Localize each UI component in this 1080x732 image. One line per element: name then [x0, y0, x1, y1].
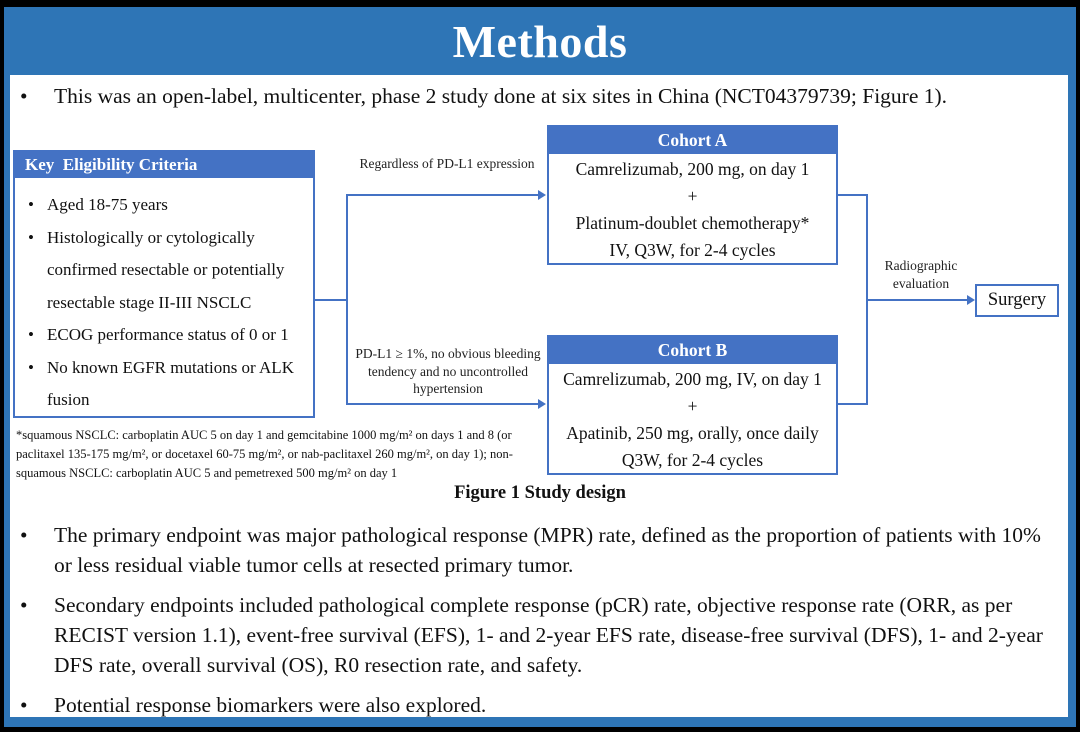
title-bar	[4, 7, 1076, 75]
cohort-b-body	[549, 364, 836, 474]
connector-to-cohort-b	[346, 403, 538, 405]
connector-branch-vertical-left	[346, 194, 348, 405]
bullet-marker-icon	[20, 690, 54, 720]
surgery-label: Surgery	[987, 290, 1047, 310]
page-title: Methods	[452, 15, 628, 67]
radiographic-evaluation-label: Radiographic evaluation	[884, 258, 958, 291]
arrowhead-right-icon	[538, 190, 546, 200]
connector-eligibility-to-branch	[315, 299, 348, 301]
bullet-marker-icon	[20, 520, 54, 580]
figure-caption: Figure 1 Study design	[454, 483, 626, 503]
eligibility-item: • ECOG performance status of 0 or 1	[15, 319, 313, 352]
eligibility-item: • Aged 18-75 years	[15, 189, 313, 222]
bullet-marker-icon	[20, 590, 54, 680]
secondary-endpoints-text: Secondary endpoints included pathological complete response (pCR) rate, objective response rate (ORR, as per RECIST version 1.1), event-free survival (EFS), 1- and 2-year EFS rate, disease-free survival (DFS), 1- and 2-year DFS rate, overall survival (OS), R0 resection rate, and safety.	[54, 593, 1043, 677]
bullet-marker-icon	[20, 81, 54, 111]
biomarkers-bullet	[20, 690, 1058, 720]
cohort-a-box	[547, 125, 838, 265]
cohort-a-line: IV, Q3W, for 2-4 cycles	[609, 240, 776, 260]
eligibility-header: Key Eligibility Criteria	[15, 152, 313, 178]
connector-to-surgery	[866, 299, 967, 301]
arrowhead-right-icon	[967, 295, 975, 305]
cohort-b-line: +	[687, 396, 698, 416]
secondary-endpoints-bullet	[20, 590, 1058, 680]
primary-endpoint-text: The primary endpoint was major pathological response (MPR) rate, defined as the proportion of patients with 10% or less residual viable tumor cells at resected primary tumor.	[54, 523, 1041, 577]
arrowhead-right-icon	[538, 399, 546, 409]
cohort-b-line: Camrelizumab, 200 mg, IV, on day 1	[563, 369, 822, 389]
bullet-marker-icon	[15, 189, 47, 222]
figure-footnote: *squamous NSCLC: carboplatin AUC 5 on day 1 and gemcitabine 1000 mg/m² on days 1 and 8 (or paclitaxel 135-175 mg/m², or docetaxel 60-75 mg/m², or nab-paclitaxel 260 mg/m², on day 1); non-squamous NSCLC: carboplatin AUC 5 and pemetrexed 500 mg/m² on day 1	[16, 428, 513, 480]
branch-top-label: Regardless of PD-L1 expression	[359, 156, 535, 171]
connector-cohort-b-right	[838, 403, 868, 405]
biomarkers-text: Potential response biomarkers were also explored.	[54, 693, 487, 717]
cohort-b-header: Cohort B	[549, 337, 836, 364]
eligibility-item: • Histologically or cytologically confirmed resectable or potentially resectable stage II-III NSCLC	[15, 222, 313, 320]
bullet-marker-icon	[15, 352, 47, 417]
eligibility-list	[15, 178, 313, 417]
surgery-box	[975, 284, 1059, 317]
cohort-a-body	[549, 154, 836, 264]
connector-to-cohort-a	[346, 194, 538, 196]
cohort-b-line: Q3W, for 2-4 cycles	[621, 450, 764, 470]
intro-bullet-text: This was an open-label, multicenter, phase 2 study done at six sites in China (NCT04379739; Figure 1).	[54, 84, 948, 108]
cohort-a-line: +	[687, 186, 698, 206]
eligibility-box	[13, 150, 315, 418]
bullet-marker-icon	[15, 222, 47, 320]
intro-bullet	[20, 81, 1060, 111]
cohort-a-line: Platinum-doublet chemotherapy*	[575, 213, 810, 233]
cohort-b-line: Apatinib, 250 mg, orally, once daily	[566, 423, 819, 443]
cohort-b-box	[547, 335, 838, 475]
branch-bottom-label: PD-L1 ≥ 1%, no obvious bleeding tendency and no uncontrolled hypertension	[355, 346, 541, 397]
connector-cohort-a-right	[838, 194, 868, 196]
primary-endpoint-bullet	[20, 520, 1058, 580]
bullet-marker-icon	[15, 319, 47, 352]
eligibility-item: • No known EGFR mutations or ALK fusion	[15, 352, 313, 417]
cohort-a-header: Cohort A	[549, 127, 836, 154]
cohort-a-line: Camrelizumab, 200 mg, on day 1	[575, 159, 810, 179]
